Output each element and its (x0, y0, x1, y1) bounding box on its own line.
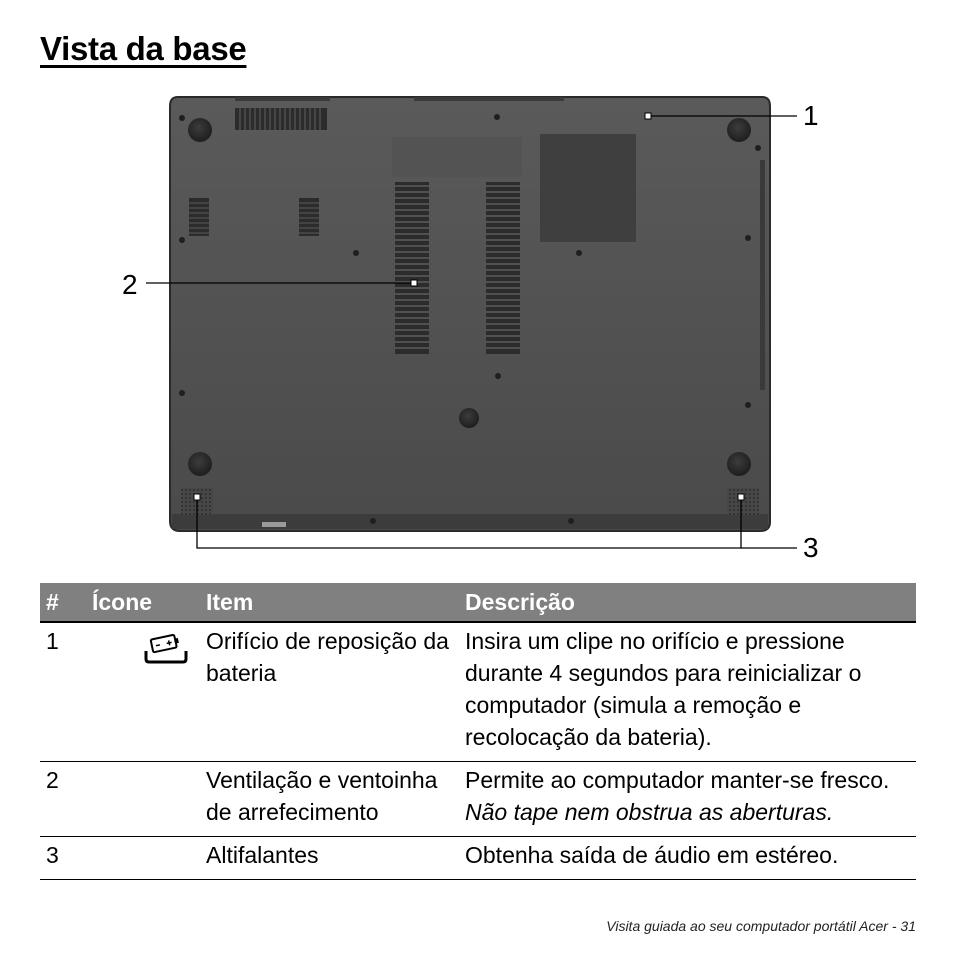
page-footer: Visita guiada ao seu computador portátil Acer - 31 (606, 918, 916, 934)
page-title: Vista da base (40, 30, 247, 67)
row-description (459, 762, 916, 837)
table-row (40, 837, 916, 880)
row-description (459, 622, 916, 762)
row-description-text: Insira um clipe no orifício e pressione durante 4 segundos para reinicializar o computador (simula a remoção e recolocação da bateria). (465, 628, 862, 750)
callout-3: 3 (803, 532, 819, 563)
row-description-text: Obtenha saída de áudio em estéreo. (465, 842, 839, 868)
row-item: Ventilação e ventoinha de arrefecimento (200, 762, 459, 837)
row-number: 1 (40, 622, 86, 762)
base-components-table (40, 583, 916, 880)
header-icon: Ícone (86, 583, 200, 622)
callout-1: 1 (803, 100, 819, 131)
row-icon-cell (86, 762, 200, 837)
top-vent (235, 108, 327, 130)
header-description: Descrição (459, 583, 916, 622)
row-number: 2 (40, 762, 86, 837)
table-row (40, 622, 916, 762)
table-header-row (40, 583, 916, 622)
row-item: Orifício de reposição da bateria (200, 622, 459, 762)
header-item: Item (200, 583, 459, 622)
row-description-text: Permite ao computador manter-se fresco. (465, 767, 890, 793)
access-panel (540, 134, 636, 242)
row-number: 3 (40, 837, 86, 880)
row-icon-cell (86, 837, 200, 880)
header-number: # (40, 583, 86, 622)
row-item: Altifalantes (200, 837, 459, 880)
row-warning-note: Não tape nem obstrua as aberturas. (465, 799, 834, 825)
battery-reset-icon (142, 631, 190, 673)
label-area (392, 137, 522, 177)
row-description (459, 837, 916, 880)
table-row (40, 762, 916, 837)
battery-reset-hole (645, 113, 651, 119)
row-icon-cell (86, 622, 200, 762)
callout-2: 2 (122, 269, 138, 300)
